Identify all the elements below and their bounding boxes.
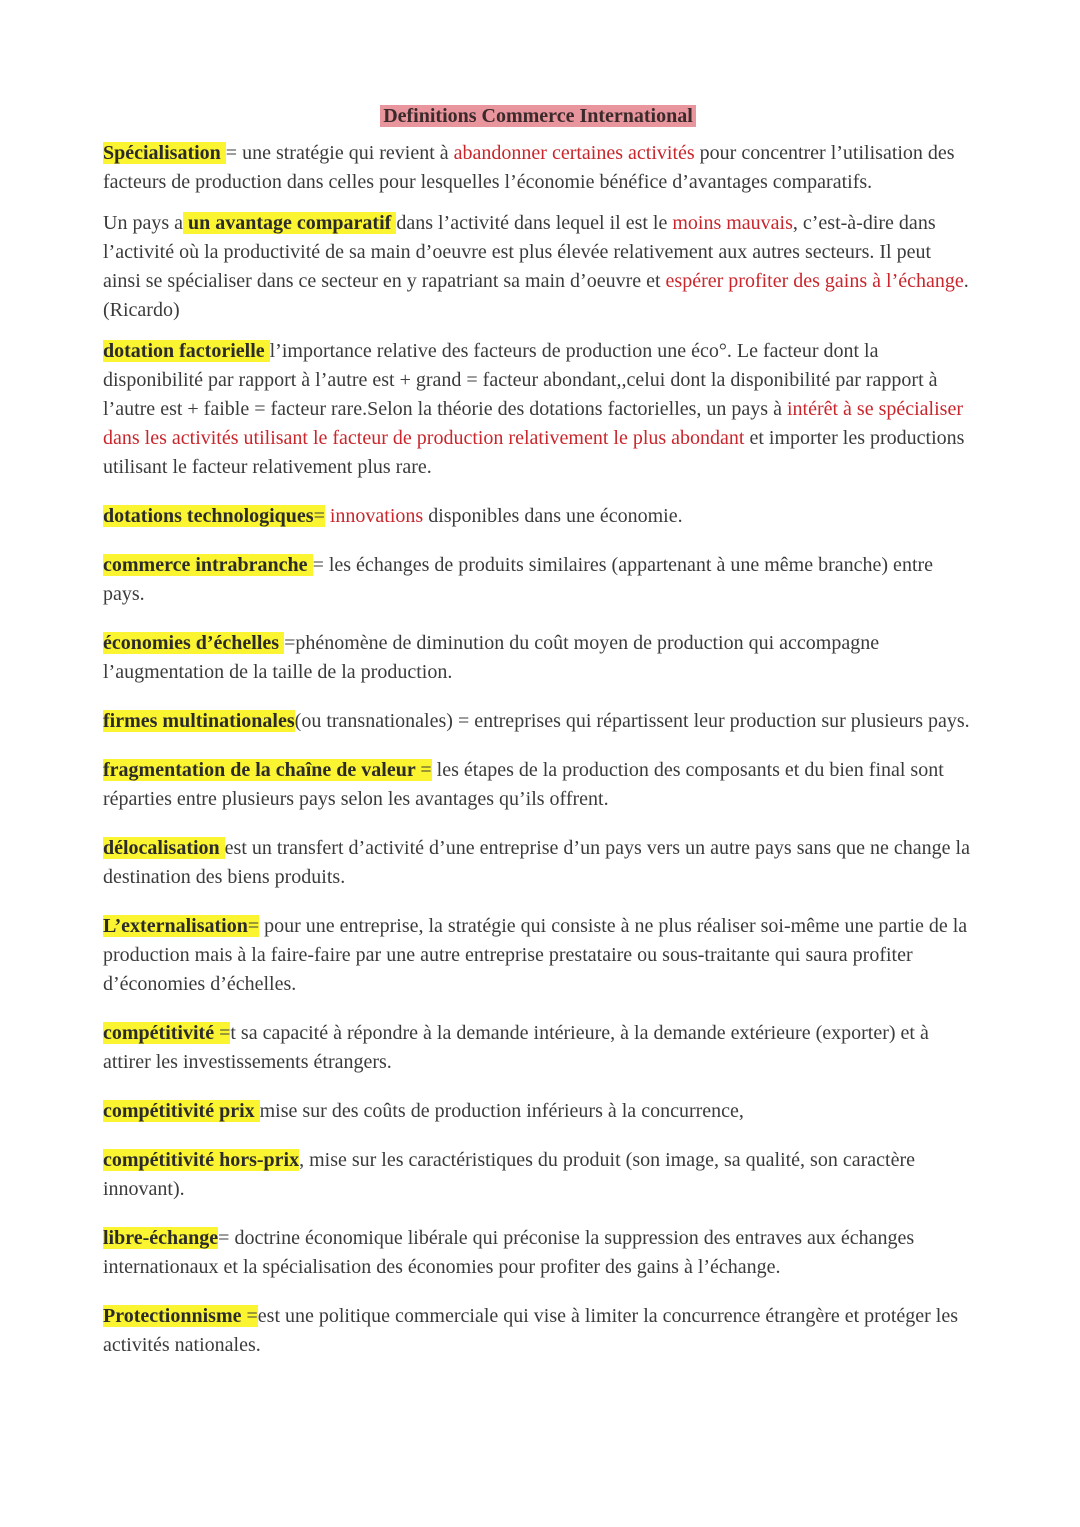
def-text: t sa capacité à répondre à la demande intérieure, à la demande extérieure (exporter) et à attirer les investissements étrangers. (103, 1022, 929, 1073)
def-text: Un pays a (103, 212, 183, 234)
term-dotation-factorielle: dotation factorielle (103, 340, 270, 362)
def-text: = les échanges de produits similaires (appartenant à une même branche) entre pays. (103, 554, 934, 605)
def-text: = (247, 915, 260, 937)
def-emphasis: innovations (324, 505, 424, 527)
def-text: les étapes de la production des composants et du bien final sont réparties entre plusieurs pays selon les avantages qu’ils offrent. (103, 759, 944, 810)
term-competitivite-hors-prix: compétitivité hors-prix (103, 1149, 300, 1171)
def-text: dans l’activité dans lequel il est le (396, 212, 673, 234)
def-emphasis: intérêt à se spécialiser dans les activités utilisant le facteur de production relativement le plus abondant (103, 398, 963, 449)
definition-externalisation (103, 912, 973, 999)
definition-competitivite-hors-prix (103, 1146, 973, 1204)
definition-commerce-intrabranche (103, 551, 973, 609)
def-text: mise sur des coûts de production inférieurs à la concurrence, (259, 1100, 744, 1122)
def-text: = (225, 142, 238, 164)
def-text: l’importance relative des facteurs de production une éco°. Le facteur dont la disponibilité par rapport à l’autre est + grand = facteur abondant,,celui dont la disponibilité par rapport à l’autre est + faible = facteur rare.Selon la théorie des dotations factorielles, un pays à (103, 340, 938, 420)
def-text: est un transfert d’activité d’une entreprise d’un pays vers un autre pays sans que ne change la destination des biens produits. (103, 837, 970, 888)
term-dotations-technologiques: dotations technologiques (103, 505, 314, 527)
def-text: pour concentrer l’utilisation des facteurs de production dans celles pour lesquelles l’économie bénéfice d’avantages comparatifs. (103, 142, 955, 193)
def-text: une stratégie qui revient à (237, 142, 454, 164)
def-text: (ou transnationales) = entreprises qui répartissent leur production sur plusieurs pays. (294, 710, 970, 732)
term-externalisation: L’externalisation (103, 915, 248, 937)
term-competitivite: compétitivité (103, 1022, 220, 1044)
term-protectionnisme: Protectionnisme (103, 1305, 247, 1327)
definition-specialisation (103, 139, 973, 197)
definition-dotation-factorielle (103, 337, 973, 482)
term-avantage-comparatif: un avantage comparatif (182, 212, 397, 234)
def-text: = (313, 505, 325, 527)
def-text: disponibles dans une économie. (423, 505, 683, 527)
def-text: , c’est-à-dire dans l’activité où la productivité de sa main d’oeuvre est plus élevée relativement aux autres secteurs. Il peut ainsi se spécialiser dans ce secteur en y rapatriant sa main d’oeuvre et (103, 212, 936, 292)
definition-protectionnisme (103, 1302, 973, 1360)
def-text: = (246, 1305, 258, 1327)
term-commerce-intrabranche: commerce intrabranche (103, 554, 313, 576)
definition-fragmentation (103, 756, 973, 814)
term-fragmentation: fragmentation de la chaîne de valeur (103, 759, 421, 781)
definition-avantage-comparatif (103, 209, 973, 325)
title-text: Definitions Commerce International (380, 105, 696, 127)
definition-delocalisation (103, 834, 973, 892)
definition-firmes-multinationales (103, 707, 973, 736)
def-emphasis: moins mauvais (672, 212, 793, 234)
def-text: est une politique commerciale qui vise à limiter la concurrence étrangère et protéger les activités nationales. (103, 1305, 959, 1356)
def-text: et importer les productions utilisant le facteur relativement plus rare. (103, 427, 965, 478)
def-text: . (Ricardo) (103, 270, 969, 321)
definition-libre-echange (103, 1224, 973, 1282)
page-title (103, 101, 973, 131)
definition-dotations-technologiques (103, 502, 973, 531)
def-text: = (219, 1022, 231, 1044)
document-page (103, 101, 973, 1360)
def-text: , mise sur les caractéristiques du produit (son image, sa qualité, son caractère innovant). (103, 1149, 915, 1200)
term-delocalisation: délocalisation (103, 837, 225, 859)
term-economies-echelles: économies d’échelles (103, 632, 285, 654)
def-text: =phénomène de diminution du coût moyen de production qui accompagne l’augmentation de la taille de la production. (103, 632, 880, 683)
def-emphasis: abandonner certaines activités (453, 142, 695, 164)
definition-competitivite (103, 1019, 973, 1077)
term-libre-echange: libre-échange (103, 1227, 219, 1249)
def-text: = (420, 759, 432, 781)
def-text: pour une entreprise, la stratégie qui consiste à ne plus réaliser soi-même une partie de la production mais à la faire-faire par une autre entreprise prestataire ou sous-traitante qui saura profiter d’économies d’échelles. (103, 915, 968, 995)
term-specialisation: Spécialisation (103, 142, 226, 164)
definition-competitivite-prix (103, 1097, 973, 1126)
term-competitivite-prix: compétitivité prix (103, 1100, 260, 1122)
def-text: = doctrine économique libérale qui préconise la suppression des entraves aux échanges internationaux et la spécialisation des économies pour profiter des gains à l’échange. (103, 1227, 915, 1278)
def-emphasis: espérer profiter des gains à l’échange (665, 270, 964, 292)
definition-economies-echelles (103, 629, 973, 687)
term-firmes-multinationales: firmes multinationales (103, 710, 295, 732)
